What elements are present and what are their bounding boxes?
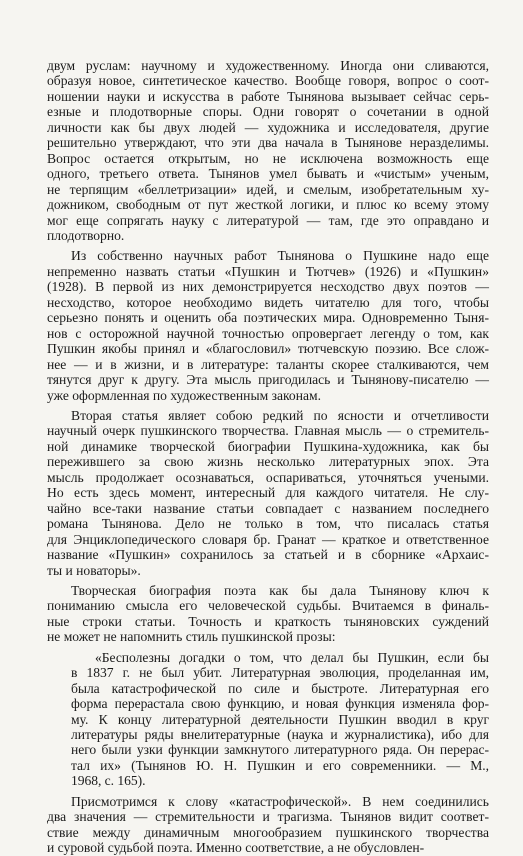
text-line: уже оформленная по художественным законам. <box>47 387 322 403</box>
text-line: нов с осторожной научной точностью опровергает легенду о том, как <box>47 325 489 341</box>
text-line: личности как бы двух людей — художника и исследователя, другие <box>47 119 489 135</box>
paragraph <box>47 58 489 243</box>
text-line: чайно все-таки название статьи совпадает с названием последнего <box>47 500 489 516</box>
text-line: решительно утверждают, что эти два начала в Тынянове неразделимы. <box>47 135 489 151</box>
text-line: не может не напомнить стиль пушкинской прозы: <box>47 629 336 645</box>
text-line: два значения — стремительности и трагизма. Тынянов видит соответ- <box>47 809 489 825</box>
quotation-paragraph <box>47 650 489 789</box>
text-line: Но есть здесь момент, интересный для каждого читателя. Не слу- <box>47 485 489 501</box>
text-line: нее — и в жизни, и в литературе: таланты скорее сталкиваются, чем <box>47 356 489 372</box>
text-line: название «Пушкин» сохранилось за статьей и в сборнике «Архаис- <box>47 547 489 563</box>
text-line: двум руслам: научному и художественному. Иногда они сливаются, <box>47 58 489 73</box>
paragraph <box>47 583 489 645</box>
body-text <box>47 58 489 856</box>
text-line: 1968, с. 165). <box>71 773 146 789</box>
text-line: «Бесполезны догадки о том, что делал бы Пушкин, если бы <box>95 649 489 665</box>
text-line: ной динамике творческой биографии Пушкина-художника, как бы <box>47 438 489 454</box>
text-line: непременно назвать статьи «Пушкин и Тютчев» (1926) и «Пушкин» <box>47 263 489 279</box>
text-line: тал их» (Тынянов Ю. Н. Пушкин и его современники. — М., <box>71 757 489 773</box>
text-line: научный очерк пушкинского творчества. Главная мысль — о стремитель- <box>47 423 489 439</box>
text-line: форма перерастала свою функцию, и новая функция изменяла фор- <box>71 696 489 712</box>
text-line: пониманию смысла его человеческой судьбы. Вчитаемся в финаль- <box>47 598 489 614</box>
text-line: ты и новаторы». <box>47 562 141 578</box>
text-line: му. К концу литературной деятельности Пушкин вводил в круг <box>71 711 489 727</box>
text-line: Творческая биография поэта как бы дала Тынянову ключ к <box>71 582 489 598</box>
text-line: романа Тынянова. Дело не только в том, что писалась статья <box>47 516 489 532</box>
text-line: была катастрофической по силе и быстроте. Литературная его <box>71 680 489 696</box>
text-line: езные и плодотворные споры. Одни говорят о сочетании в одной <box>47 104 489 120</box>
text-line: литературы ряды внелитературные (наука и журналистика), ибо для <box>71 727 489 743</box>
text-line: (1928). В первой из них демонстрируется несходство двух поэтов — <box>47 279 489 295</box>
text-line: ствие между динамичным многообразием пушкинского творчества <box>47 824 489 840</box>
paragraph <box>47 794 489 856</box>
text-line: пережившего за свою жизнь несколько литературных эпох. Эта <box>47 454 489 470</box>
text-line: него были узки функции замкнутого литературного ряда. Он перерас- <box>71 742 489 758</box>
text-line: несходство, которое необходимо видеть читателю для того, чтобы <box>47 294 489 310</box>
text-line: Пушкин якобы принял и «благословил» тютчевскую поэзию. Все слож- <box>47 341 489 357</box>
text-line: ные строки статьи. Точность и краткость тыняновских суждений <box>47 613 489 629</box>
text-line: и суровой судьбой поэта. Именно соответствие, а не обусловлен- <box>47 840 425 856</box>
text-line: дожником, свободным от пут жесткой логики, и плюс ко всему этому <box>47 197 489 213</box>
text-line: Вопрос остается открытым, но не исключена возможность еще <box>47 150 489 166</box>
text-line: не терпящим «беллетризации» идей, и смелым, изобретательным ху- <box>47 181 489 197</box>
text-line: мысль продолжает осознаваться, оспариваться, уточняться учеными. <box>47 469 489 485</box>
text-line: в 1837 г. не был убит. Литературная эволюция, проделанная им, <box>71 665 489 681</box>
text-line: тянутся друг к другу. Эта мысль пригодилась и Тынянову-писателю — <box>47 372 489 388</box>
text-line: образуя новое, синтетическое качество. Вообще говоря, вопрос о соот- <box>47 73 489 89</box>
text-line: серьезно понять и оценить оба поэтических мира. Одновременно Тыня- <box>47 310 489 326</box>
text-line: мог еще сопрягать науку с литературой — там, где это оправдано и <box>47 212 489 228</box>
paragraph <box>47 248 489 403</box>
text-line: ношении науки и искусства в работе Тынянова вызывает сейчас серь- <box>47 88 489 104</box>
text-line: Из собственно научных работ Тынянова о Пушкине надо еще <box>71 248 489 264</box>
paragraph <box>47 408 489 578</box>
text-line: плодотворно. <box>47 227 125 243</box>
text-line: одного, третьего ответа. Тынянов умел бывать и «чистым» ученым, <box>47 166 489 182</box>
text-line: для Энциклопедического словаря бр. Гранат — краткое и ответственное <box>47 531 489 547</box>
text-line: Присмотримся к слову «катастрофической». В нем соединились <box>71 793 489 809</box>
text-line: Вторая статья являет собою редкий по ясности и отчетливости <box>71 407 489 423</box>
